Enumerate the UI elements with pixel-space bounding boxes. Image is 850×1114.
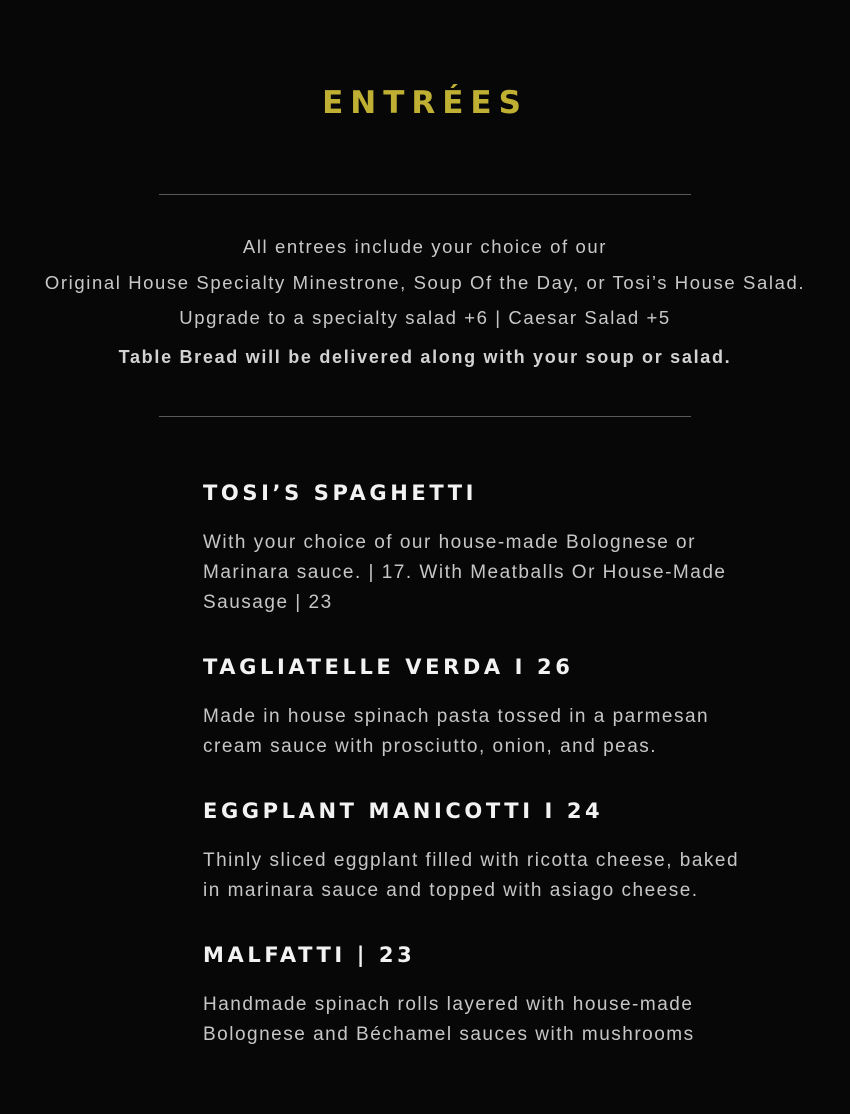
menu-item-name: TAGLIATELLE VERDA I 26	[203, 655, 574, 679]
bread-note: Table Bread will be delivered along with your soup or salad.	[118, 347, 732, 367]
menu-item-tagliatelle-verda	[203, 652, 763, 762]
menu-item-description: Made in house spinach pasta tossed in a parmesan cream sauce with prosciutto, onion, and peas.	[203, 706, 710, 757]
menu-item-description: Thinly sliced eggplant filled with ricotta cheese, baked in marinara sauce and topped with asiago cheese.	[203, 850, 740, 901]
menu-item-name: MALFATTI | 23	[203, 943, 416, 967]
menu-item-tosis-spaghetti	[203, 478, 763, 618]
entree-menu-list	[203, 478, 763, 1050]
menu-item-description: Handmade spinach rolls layered with house-made Bolognese and Béchamel sauces with mushrooms	[203, 994, 695, 1045]
menu-item-description: With your choice of our house-made Bolognese or Marinara sauce. | 17. With Meatballs Or House-Made Sausage | 23	[203, 532, 727, 613]
intro-line-2: Original House Specialty Minestrone, Soup Of the Day, or Tosi’s House Salad.	[44, 272, 806, 293]
menu-item-malfatti	[203, 940, 763, 1050]
bottom-divider	[159, 416, 691, 417]
intro-line-1: All entrees include your choice of our	[242, 236, 608, 257]
menu-item-eggplant-manicotti	[203, 796, 763, 906]
intro-line-3: Upgrade to a specialty salad +6 | Caesar Salad +5	[179, 307, 671, 328]
page-title: ENTRÉES	[322, 84, 528, 121]
menu-item-name: EGGPLANT MANICOTTI I 24	[203, 799, 604, 823]
top-divider	[159, 194, 691, 195]
menu-item-name: TOSI’S SPAGHETTI	[203, 481, 478, 505]
